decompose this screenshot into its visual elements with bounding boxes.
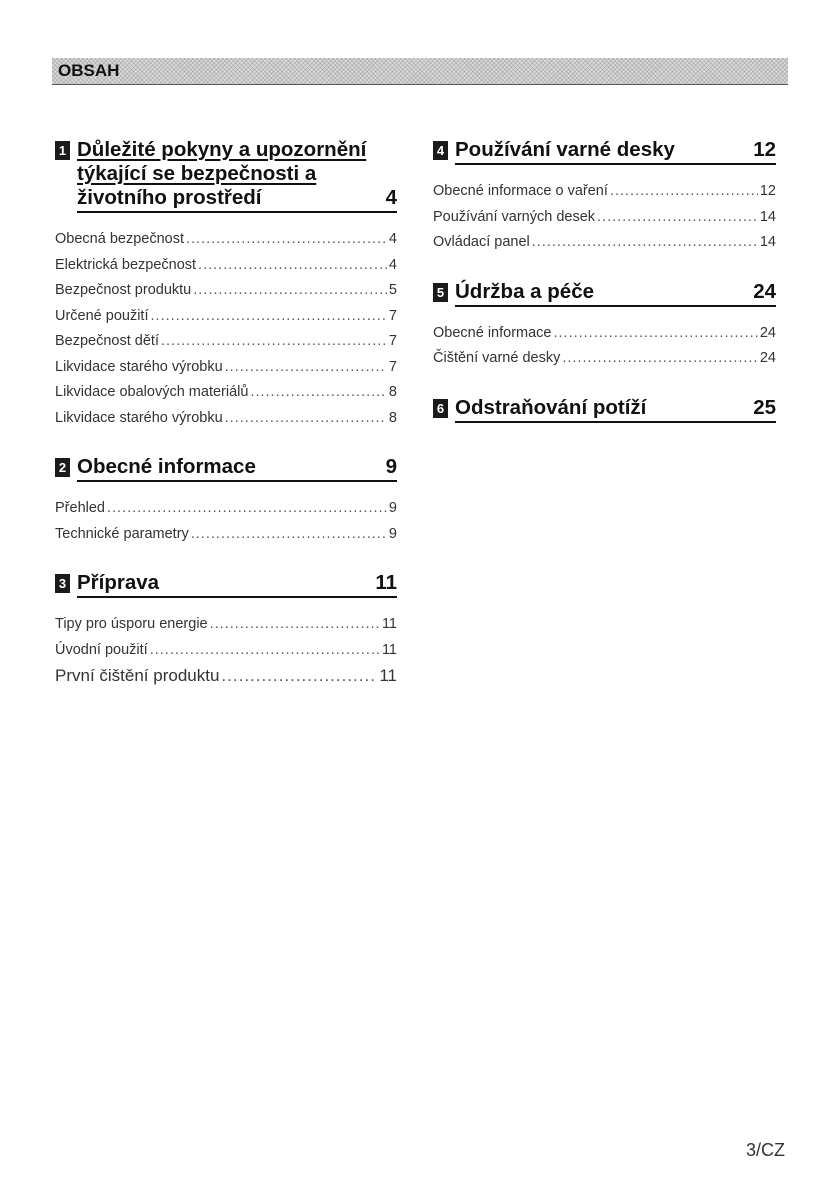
section-3-title: Příprava — [77, 571, 160, 594]
toc-entry-label: Určené použití — [55, 307, 149, 324]
toc-entry[interactable] — [55, 522, 397, 548]
toc-entry-label: Ovládací panel — [433, 234, 530, 250]
section-4-page: 12 — [753, 138, 776, 161]
toc-entry[interactable] — [55, 380, 397, 406]
section-5-number: 5 — [433, 283, 448, 302]
toc-entry[interactable] — [433, 179, 776, 205]
section-5-page: 24 — [753, 279, 776, 303]
toc-entry-label: Likvidace obalových materiálů — [55, 384, 249, 400]
section-2-title: Obecné informace — [77, 455, 256, 478]
toc-entry-page: 9 — [388, 500, 397, 516]
section-2-number: 2 — [55, 458, 70, 477]
toc-entry[interactable] — [55, 663, 397, 689]
section-5-entries — [433, 321, 776, 372]
toc-entry[interactable] — [55, 253, 397, 279]
section-6-page: 25 — [753, 395, 776, 419]
toc-entry-page: 9 — [388, 525, 397, 542]
toc-entry-label: Čištění varné desky — [433, 350, 561, 366]
toc-entry-label: Obecná bezpečnost — [55, 231, 184, 247]
section-6-number: 6 — [433, 399, 448, 418]
toc-entry-label: Bezpečnost dětí — [55, 333, 159, 349]
toc-entry[interactable] — [433, 346, 776, 372]
toc-entry-label: Obecné informace o vaření — [433, 183, 608, 199]
toc-entry[interactable] — [55, 612, 397, 638]
toc-entry-label: Technické parametry — [55, 525, 189, 542]
toc-entry-label: Úvodní použití — [55, 641, 148, 658]
toc-entry-label: První čištění produktu — [55, 666, 220, 685]
section-3-number: 3 — [55, 574, 70, 593]
section-1-page: 4 — [385, 186, 397, 209]
section-1-title-line-3: životního prostředí — [77, 186, 262, 209]
toc-entry[interactable] — [55, 304, 397, 330]
toc-entry-page: 7 — [388, 333, 397, 349]
section-5-heading[interactable] — [433, 280, 776, 307]
toc-entry-label: Bezpečnost produktu — [55, 282, 192, 298]
toc-entry[interactable] — [433, 230, 776, 256]
section-2-heading[interactable] — [55, 455, 397, 482]
toc-entry[interactable] — [55, 496, 397, 522]
toc-entry-page: 24 — [759, 324, 776, 341]
section-4-title: Používání varné desky — [455, 138, 675, 161]
section-6-title: Odstraňování potíží — [455, 395, 647, 419]
section-5-title: Údržba a péče — [455, 279, 594, 303]
section-1-number: 1 — [55, 141, 70, 160]
toc-entry-label: Obecné informace — [433, 324, 552, 341]
toc-entry-page: 12 — [759, 183, 776, 199]
toc-entry-label: Používání varných desek — [433, 208, 596, 225]
toc-entry[interactable] — [55, 278, 397, 304]
section-4-number: 4 — [433, 141, 448, 160]
toc-entry-label: Tipy pro úsporu energie — [55, 616, 208, 632]
section-6-heading[interactable] — [433, 396, 776, 423]
toc-entry-page: 24 — [759, 350, 776, 366]
section-4-heading[interactable] — [433, 138, 776, 165]
contents-title: OBSAH — [58, 61, 120, 80]
section-1-heading[interactable] — [55, 138, 397, 213]
page-number: 3/CZ — [745, 1140, 785, 1160]
toc-entry-page: 11 — [381, 641, 397, 658]
toc-entry-page: 11 — [381, 616, 397, 632]
toc-entry-label: Elektrická bezpečnost — [55, 256, 197, 273]
toc-entry[interactable] — [433, 205, 776, 231]
toc-entry[interactable] — [433, 321, 776, 347]
toc-entry-label: Likvidace starého výrobku — [55, 358, 223, 375]
toc-entry-label: Přehled — [55, 500, 105, 516]
toc-entry-page: 5 — [388, 282, 397, 298]
section-1-entries — [55, 227, 397, 431]
toc-column-right — [433, 138, 776, 437]
toc-entry-page: 7 — [388, 358, 397, 375]
section-3-heading[interactable] — [55, 571, 397, 598]
section-4-entries — [433, 179, 776, 256]
contents-banner — [52, 58, 788, 85]
section-1-title-line-1: Důležité pokyny a upozornění — [77, 138, 367, 161]
toc-entry-page: 4 — [388, 231, 397, 247]
section-2-entries — [55, 496, 397, 547]
toc-entry-page: 14 — [759, 208, 776, 225]
toc-entry[interactable] — [55, 406, 397, 432]
toc-entry[interactable] — [55, 638, 397, 664]
toc-entry[interactable] — [55, 227, 397, 253]
toc-entry[interactable] — [55, 355, 397, 381]
toc-entry-page: 8 — [388, 384, 397, 400]
toc-entry-page: 11 — [379, 666, 397, 685]
section-2-page: 9 — [385, 455, 397, 478]
toc-entry-label: Likvidace starého výrobku — [55, 409, 223, 426]
section-3-page: 11 — [375, 571, 397, 594]
toc-entry[interactable] — [55, 329, 397, 355]
toc-column-left — [55, 138, 397, 713]
toc-entry-page: 7 — [388, 307, 397, 324]
section-3-entries — [55, 612, 397, 689]
toc-entry-page: 14 — [759, 234, 776, 250]
section-1-title-line-2: týkající se bezpečnosti a — [77, 162, 317, 185]
toc-entry-page: 4 — [388, 256, 397, 273]
toc-entry-page: 8 — [388, 409, 397, 426]
